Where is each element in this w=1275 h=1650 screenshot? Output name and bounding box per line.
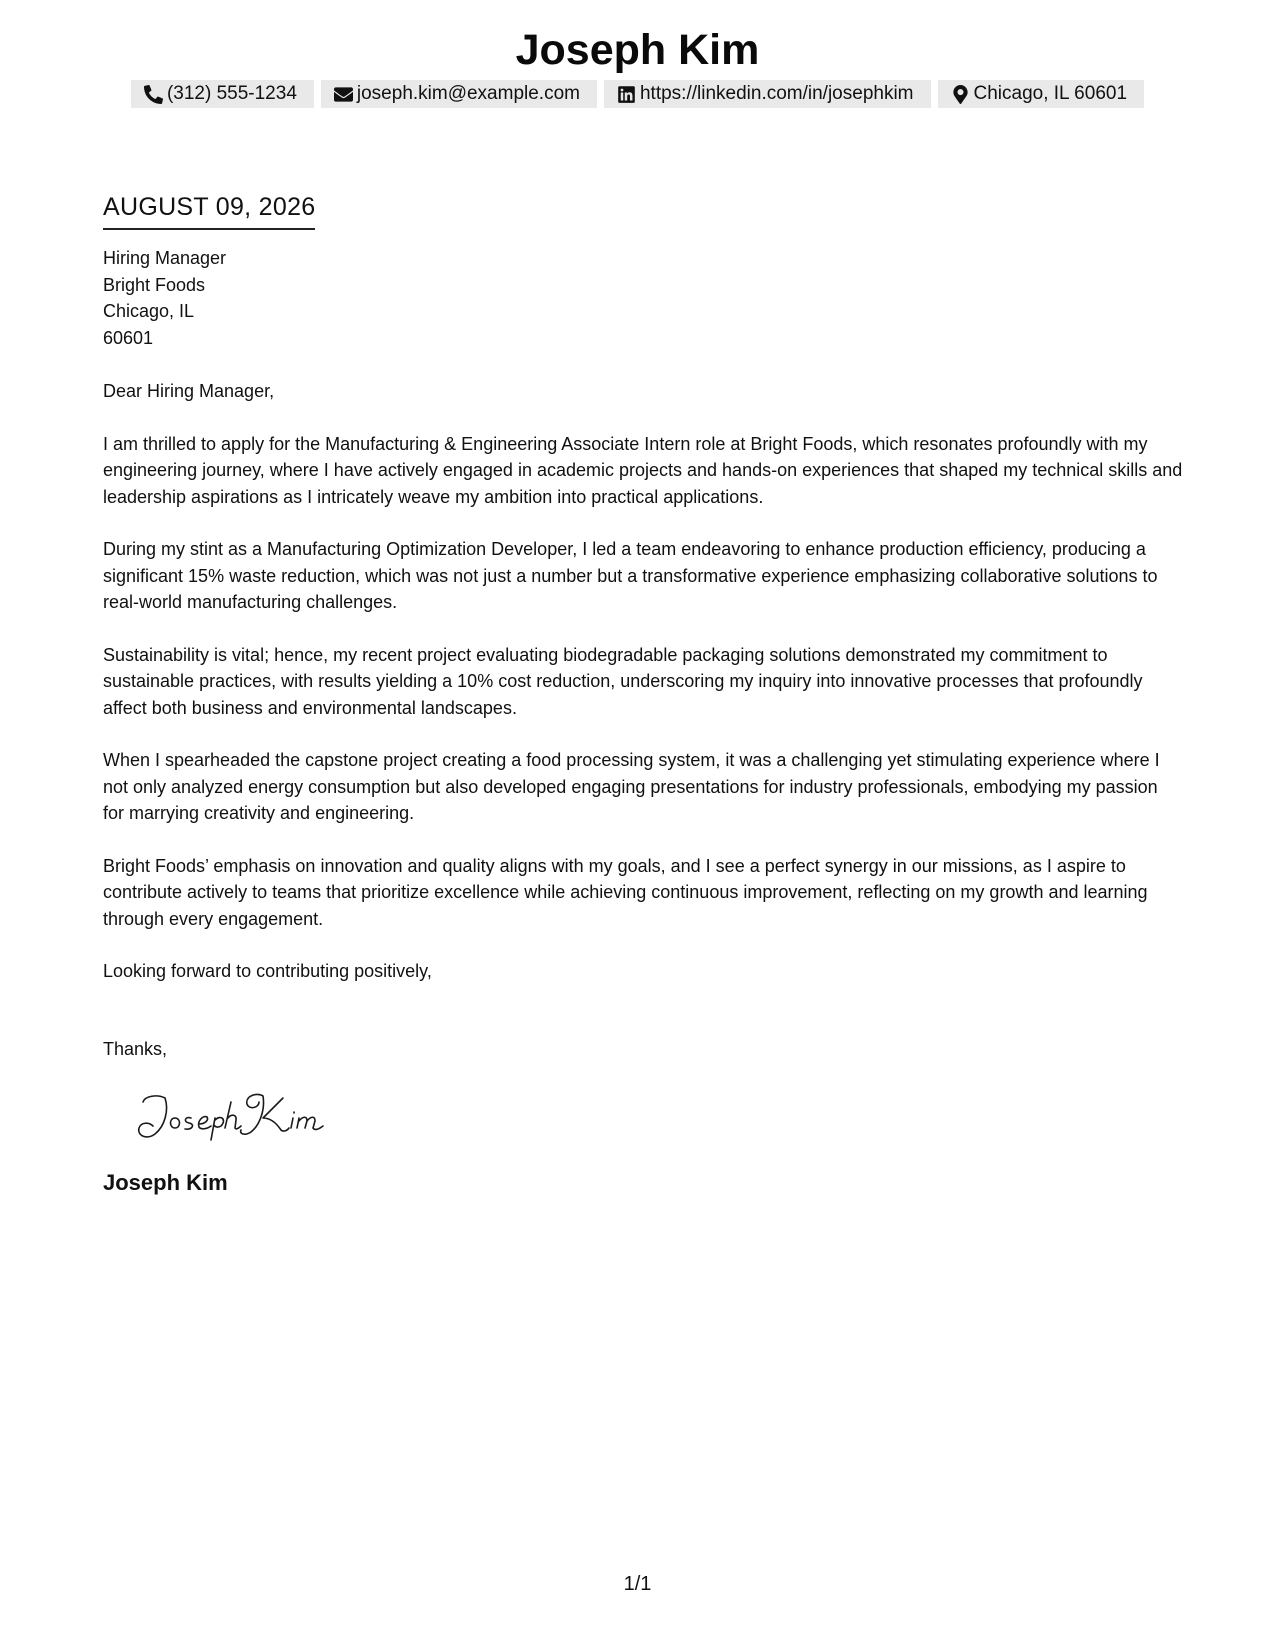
letter-date: AUGUST 09, 2026 (103, 190, 315, 230)
contact-linkedin (604, 80, 931, 108)
contact-bar (0, 80, 1275, 108)
envelope-icon (334, 85, 353, 104)
contact-location (938, 80, 1145, 108)
recipient-company: Bright Foods (103, 274, 206, 295)
recipient-title: Hiring Manager (103, 248, 227, 268)
location-pin-icon (951, 85, 970, 104)
contact-email (321, 80, 597, 108)
contact-linkedin-text: https://linkedin.com/in/josephkim (639, 83, 914, 104)
closing-line: Looking forward to contributing positively, (103, 961, 432, 981)
body-paragraph: I am thrilled to apply for the Manufacturing & Engineering Associate Intern role at Bright Foods, which resonates profoundly with my engineering journey, where I have actively engaged in academic projects and hands-on experiences that shaped my technical skills and leadership aspirations as I intricately weave my ambition into practical applications. (103, 433, 1183, 507)
letter-body (103, 190, 1183, 1198)
contact-phone (131, 80, 314, 108)
body-paragraph: Bright Foods’ emphasis on innovation and quality aligns with my goals, and I see a perfect synergy in our missions, as I aspire to contribute actively to teams that prioritize excellence while achieving continuous improvement, reflecting on my growth and learning through every engagement. (103, 855, 1148, 929)
body-paragraph: When I spearheaded the capstone project creating a food processing system, it was a challenging yet stimulating experience where I not only analyzed energy consumption but also developed engaging presentations for industry professionals, embodying my passion for marrying creativity and engineering. (103, 750, 1160, 823)
linkedin-icon (617, 85, 636, 104)
body-paragraph: During my stint as a Manufacturing Optimization Developer, I led a team endeavoring to enhance production efficiency, producing a significant 15% waste reduction, which was not just a number but a transformative experience emphasizing collaborative solutions to real-world manufacturing challenges. (103, 539, 1158, 612)
signoff: Thanks, (103, 1038, 168, 1059)
body-paragraph: Sustainability is vital; hence, my recent project evaluating biodegradable packaging solutions demonstrated my commitment to sustainable practices, with results yielding a 10% cost reduction, underscoring my inquiry into innovative processes that profoundly affect both business and environmental landscapes. (103, 644, 1143, 718)
page-number: 1/1 (623, 1573, 652, 1595)
handwritten-signature (135, 1088, 335, 1144)
recipient-zip: 60601 (103, 327, 154, 348)
signer-name: Joseph Kim (103, 1169, 228, 1195)
salutation: Dear Hiring Manager, (103, 381, 275, 401)
contact-phone-text: (312) 555-1234 (166, 83, 297, 104)
recipient-city-state: Chicago, IL (103, 301, 195, 321)
recipient-block (103, 245, 1183, 351)
phone-icon (144, 85, 163, 104)
applicant-name: Joseph Kim (515, 26, 760, 74)
contact-location-text: Chicago, IL 60601 (973, 83, 1128, 104)
contact-email-text: joseph.kim@example.com (356, 83, 580, 104)
